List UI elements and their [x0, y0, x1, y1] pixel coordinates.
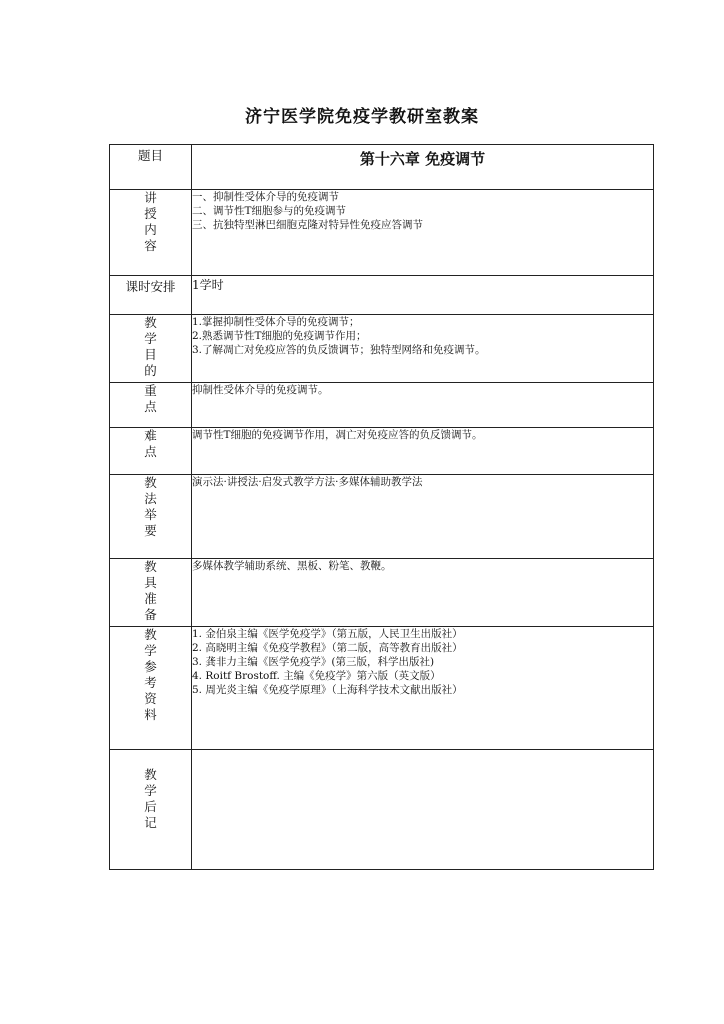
references-value-cell [192, 627, 654, 750]
difficulties-label-char: 难 [144, 428, 157, 443]
objectives-value-cell [192, 315, 654, 383]
postscript-label-char: 教 [144, 767, 157, 782]
objective-line: 2.熟悉调节性T细胞的免疫调节作用； [192, 330, 367, 342]
content-label-char: 内 [144, 222, 157, 237]
methods-label-char: 法 [144, 491, 157, 506]
methods-label-char: 要 [144, 523, 157, 538]
tools-label-char: 教 [144, 559, 157, 574]
content-label-char: 讲 [144, 190, 157, 205]
topic-value-cell [192, 145, 654, 190]
objectives-label-char: 教 [144, 315, 157, 330]
chapter-title: 第十六章 免疫调节 [359, 150, 486, 168]
key-points-label-char: 重 [144, 383, 157, 398]
postscript-label-char: 学 [144, 783, 157, 798]
key-points-label-cell [110, 383, 192, 428]
reference-line: 1. 金伯泉主编《医学免疫学》（第五版，人民卫生出版社） [192, 628, 463, 640]
row-difficulties [110, 428, 654, 475]
row-references [110, 627, 654, 750]
postscript-label-cell [110, 750, 192, 870]
difficulties-label-char: 点 [144, 444, 157, 459]
tools-label-char: 备 [144, 607, 157, 622]
methods-label-char: 举 [144, 507, 157, 522]
lesson-plan-table [109, 144, 654, 870]
content-value-cell [192, 190, 654, 276]
row-methods [110, 475, 654, 559]
reference-line: 2. 高晓明主编《免疫学教程》（第二版，高等教育出版社） [192, 642, 463, 654]
row-topic [110, 145, 654, 190]
difficulties-value-cell [192, 428, 654, 475]
row-key-points [110, 383, 654, 428]
tools-value-cell [192, 559, 654, 627]
postscript-label-char: 记 [144, 815, 157, 830]
objective-line: 3.了解凋亡对免疫应答的负反馈调节；独特型网络和免疫调节。 [192, 344, 486, 356]
difficulties-value: 调节性T细胞的免疫调节作用，凋亡对免疫应答的负反馈调节。 [192, 429, 483, 441]
objective-line: 1.掌握抑制性受体介导的免疫调节； [192, 316, 360, 328]
topic-label: 题目 [137, 148, 163, 163]
hours-label: 课时安排 [125, 279, 176, 294]
reference-line: 3. 龚非力主编《医学免疫学》(第三版，科学出版社) [192, 656, 435, 668]
tools-label-char: 准 [144, 591, 157, 606]
objectives-label-char: 目 [144, 347, 157, 362]
objectives-label-char: 的 [144, 363, 157, 378]
content-label-cell [110, 190, 192, 276]
methods-label-char: 教 [144, 475, 157, 490]
references-label-char: 学 [144, 643, 157, 658]
references-label-char: 料 [144, 707, 157, 722]
references-label-char: 资 [144, 691, 157, 706]
references-label-cell [110, 627, 192, 750]
content-line: 二、调节性T细胞参与的免疫调节 [192, 205, 347, 217]
hours-value-cell [192, 276, 654, 315]
row-objectives [110, 315, 654, 383]
tools-value: 多媒体教学辅助系统、黑板、粉笔、教鞭。 [192, 560, 392, 572]
postscript-value-cell [192, 750, 654, 870]
references-label-char: 教 [144, 627, 157, 642]
objectives-label-char: 学 [144, 331, 157, 346]
methods-value: 演示法·讲授法·启发式教学方法·多媒体辅助教学法 [192, 476, 423, 488]
row-postscript [110, 750, 654, 870]
reference-line: 5. 周光炎主编《免疫学原理》（上海科学技术文献出版社） [192, 684, 463, 696]
tools-label-cell [110, 559, 192, 627]
key-points-value-cell [192, 383, 654, 428]
difficulties-label-cell [110, 428, 192, 475]
hours-label-cell [110, 276, 192, 315]
references-label-char: 考 [144, 675, 157, 690]
content-label-char: 授 [144, 206, 157, 221]
hours-value: 1学时 [192, 278, 224, 292]
document-title: 济宁医学院免疫学教研室教案 [245, 107, 479, 127]
objectives-label-cell [110, 315, 192, 383]
content-line: 一、抑制性受体介导的免疫调节 [192, 191, 339, 203]
key-points-label-char: 点 [144, 399, 157, 414]
tools-label-char: 具 [144, 575, 157, 590]
row-tools [110, 559, 654, 627]
methods-value-cell [192, 475, 654, 559]
content-label-char: 容 [144, 238, 157, 253]
content-line: 三、抗独特型淋巴细胞克隆对特异性免疫应答调节 [192, 219, 423, 231]
postscript-label-char: 后 [144, 799, 157, 814]
topic-label-cell [110, 145, 192, 190]
row-content [110, 190, 654, 276]
row-hours [110, 276, 654, 315]
methods-label-cell [110, 475, 192, 559]
reference-line: 4. Roitf Brostoff. 主编《免疫学》第六版（英文版） [192, 670, 441, 682]
key-points-value: 抑制性受体介导的免疫调节。 [192, 384, 329, 396]
references-label-char: 参 [144, 659, 157, 674]
